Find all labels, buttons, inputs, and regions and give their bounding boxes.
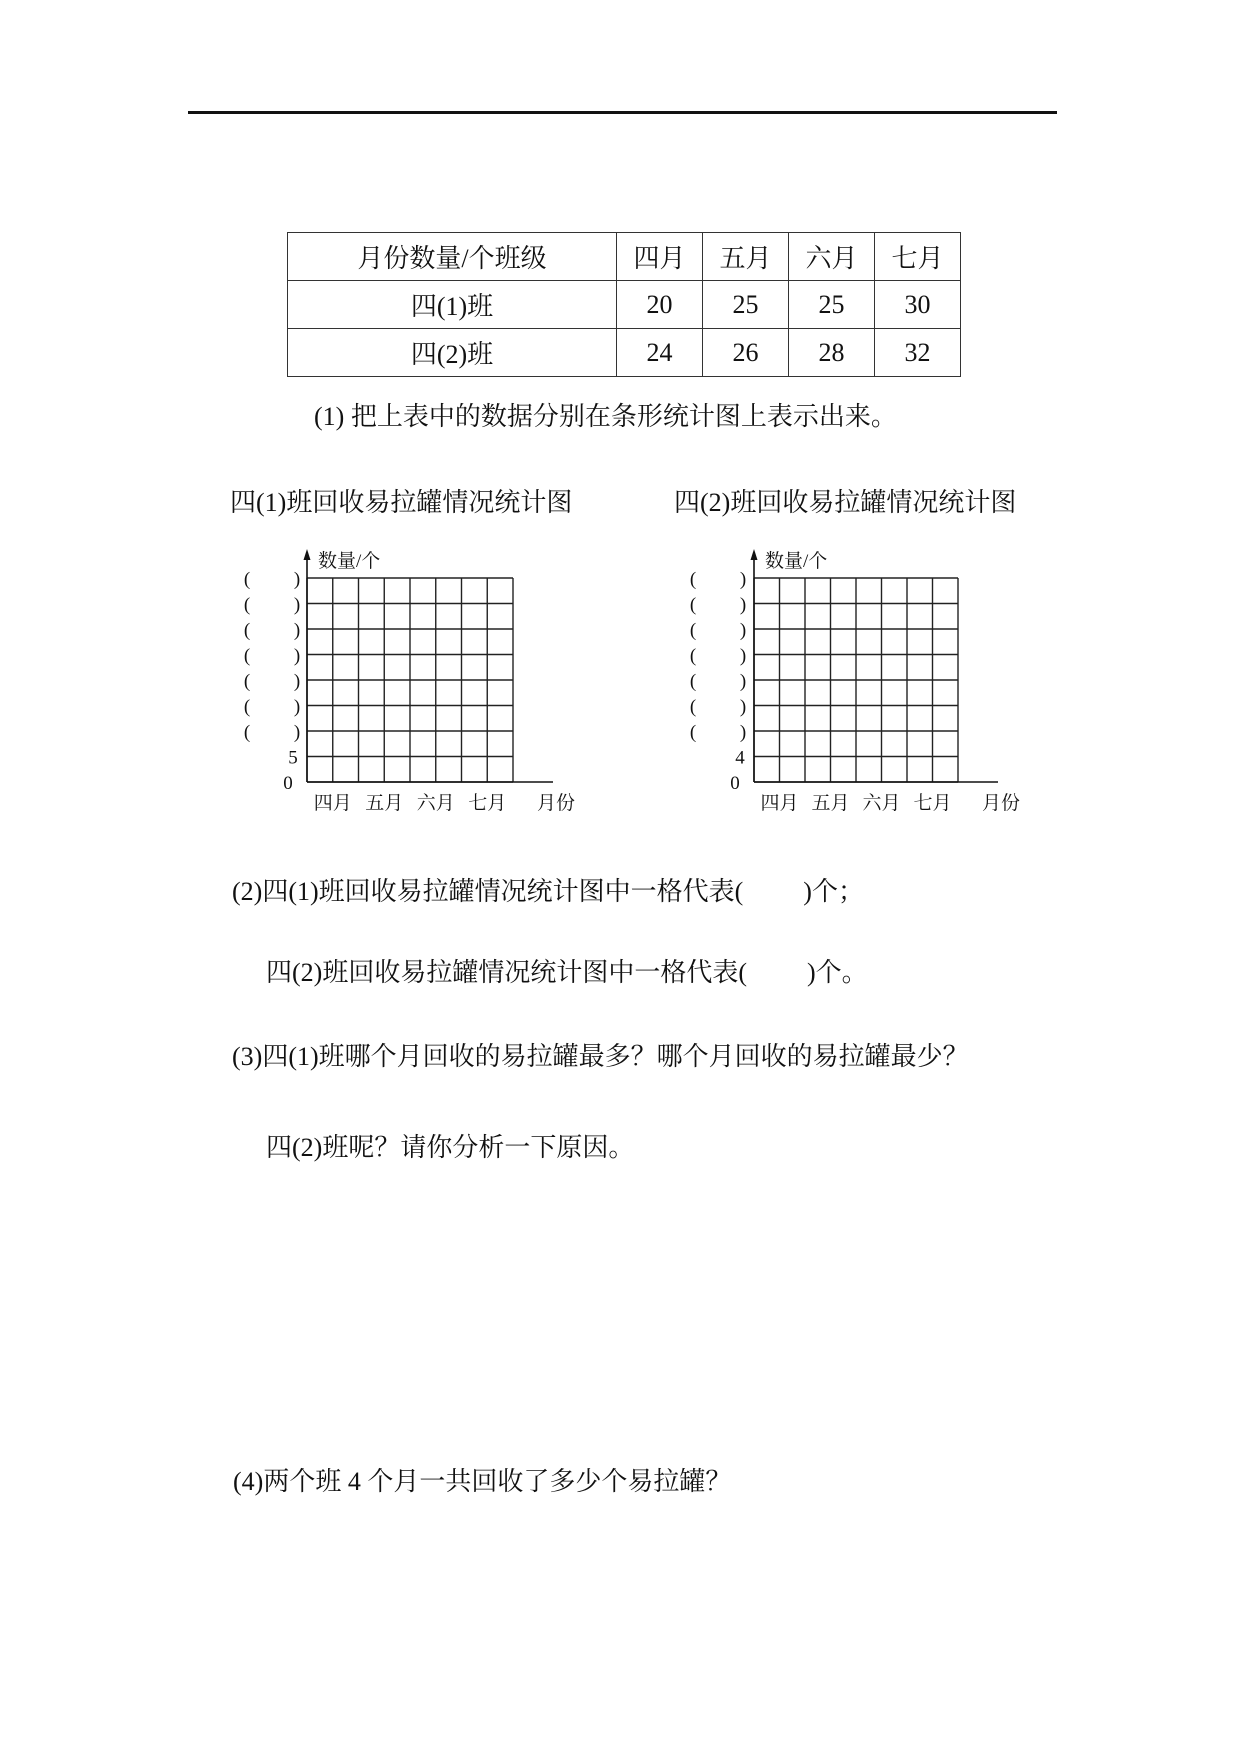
- question-1: (1) 把上表中的数据分别在条形统计图上表示出来。: [314, 402, 897, 431]
- y-tick-blank-close: ): [739, 594, 747, 616]
- y-tick-label: 5: [288, 747, 298, 769]
- y-tick-blank-open: (: [689, 620, 697, 641]
- question-2-line-2-prefix: 四(2)班回收易拉罐情况统计图中一格代表(: [266, 958, 747, 987]
- table-cell: 28: [789, 329, 875, 377]
- y-tick-blank-open: (: [689, 594, 697, 616]
- y-tick-blank-open: (: [243, 620, 251, 641]
- table-cell: 20: [617, 281, 703, 329]
- x-tick-label: 七月: [468, 793, 507, 814]
- answer-area-3[interactable]: [232, 1180, 1072, 1440]
- x-tick-label: 五月: [365, 793, 404, 814]
- y-tick-label: 0: [730, 773, 740, 794]
- question-3-line-2: 四(2)班呢？请你分析一下原因。: [266, 1133, 635, 1162]
- x-axis-label: 月份: [536, 793, 576, 814]
- y-tick-blank-close: ): [739, 671, 747, 692]
- y-tick-blank-close: ): [293, 671, 301, 692]
- table-cell: 24: [617, 329, 703, 377]
- y-tick-blank-open: (: [689, 569, 697, 590]
- question-2-line-2-suffix: )个。: [806, 958, 868, 987]
- y-tick-blank-close: ): [739, 722, 747, 743]
- table-month-header: 四月: [617, 233, 703, 281]
- question-2-line-1-prefix: (2)四(1)班回收易拉罐情况统计图中一格代表(: [232, 877, 744, 906]
- x-tick-label: 四月: [760, 793, 799, 814]
- y-tick-blank-close: ): [293, 645, 301, 667]
- question-3-line-1: (3)四(1)班哪个月回收的易拉罐最多？哪个月回收的易拉罐最少？: [232, 1042, 969, 1071]
- table-cell: 26: [703, 329, 789, 377]
- y-axis-label: 数量/个: [318, 551, 381, 572]
- x-axis-label: 月份: [981, 793, 1021, 814]
- y-tick-blank-open: (: [243, 671, 251, 692]
- question-4: (4)两个班 4 个月一共回收了多少个易拉罐？: [233, 1467, 732, 1496]
- y-tick-blank-close: ): [293, 722, 301, 743]
- table-corner-header: 月份数量/个班级: [288, 233, 617, 281]
- table-cell: 25: [789, 281, 875, 329]
- y-tick-blank-open: (: [689, 671, 697, 692]
- answer-area-4[interactable]: [232, 1510, 1072, 1710]
- table-cell: 25: [703, 281, 789, 329]
- question-2-line-2: [266, 958, 868, 988]
- y-tick-blank-close: ): [293, 696, 301, 718]
- x-tick-label: 七月: [913, 793, 952, 814]
- question-2-line-1-suffix: )个；: [803, 877, 864, 906]
- chart-1-title: 四(1)班回收易拉罐情况统计图: [230, 488, 573, 517]
- chart-2-title: 四(2)班回收易拉罐情况统计图: [674, 488, 1017, 517]
- y-tick-blank-open: (: [689, 722, 697, 743]
- table-row-label: 四(2)班: [288, 329, 617, 377]
- table-cell: 32: [875, 329, 961, 377]
- y-tick-blank-open: (: [243, 645, 251, 667]
- y-tick-blank-open: (: [243, 722, 251, 743]
- y-tick-blank-close: ): [739, 620, 747, 641]
- y-tick-blank-close: ): [293, 620, 301, 641]
- y-tick-blank-close: ): [739, 645, 747, 667]
- table-month-header: 七月: [875, 233, 961, 281]
- table-row-label: 四(1)班: [288, 281, 617, 329]
- table-month-header: 五月: [703, 233, 789, 281]
- x-tick-label: 五月: [811, 793, 850, 814]
- table-month-header: 六月: [789, 233, 875, 281]
- y-tick-blank-open: (: [243, 696, 251, 718]
- y-tick-blank-open: (: [689, 645, 697, 667]
- y-axis-arrow-icon: [751, 549, 758, 560]
- y-tick-blank-close: ): [739, 569, 747, 590]
- x-tick-label: 六月: [416, 793, 455, 814]
- question-2-line-1: [232, 877, 864, 907]
- y-axis-label: 数量/个: [765, 551, 828, 572]
- y-tick-label: 0: [283, 773, 293, 794]
- x-tick-label: 六月: [862, 793, 901, 814]
- y-tick-blank-open: (: [689, 696, 697, 718]
- x-tick-label: 四月: [313, 793, 352, 814]
- y-tick-blank-open: (: [243, 594, 251, 616]
- y-tick-blank-close: ): [293, 569, 301, 590]
- y-tick-blank-close: ): [293, 594, 301, 616]
- y-tick-blank-close: ): [739, 696, 747, 718]
- y-tick-label: 4: [735, 747, 745, 769]
- y-tick-blank-open: (: [243, 569, 251, 590]
- table-cell: 30: [875, 281, 961, 329]
